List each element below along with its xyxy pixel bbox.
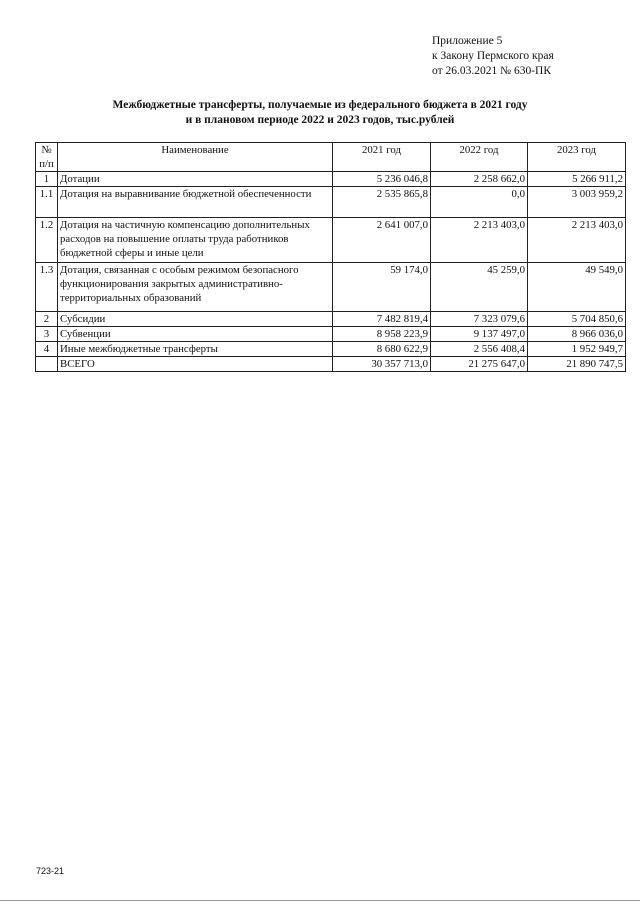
row-number: 1 [36,172,58,187]
row-value-2023: 49 549,0 [528,263,626,312]
header-2023: 2023 год [528,143,626,172]
row-value-2022: 45 259,0 [431,263,528,312]
row-name: Дотация, связанная с особым режимом безопасного функционирования закрытых административно-территориальных образований [58,263,333,312]
row-value-2022: 0,0 [431,187,528,218]
row-value-2021: 30 357 713,0 [333,357,431,372]
row-value-2021: 2 641 007,0 [333,218,431,263]
row-number: 4 [36,342,58,357]
row-value-2021: 7 482 819,4 [333,312,431,327]
row-value-2021: 5 236 046,8 [333,172,431,187]
table-row [36,342,626,357]
row-name: Дотации [58,172,333,187]
header-2021: 2021 год [333,143,431,172]
row-value-2023: 1 952 949,7 [528,342,626,357]
table-row [36,172,626,187]
row-value-2022: 2 258 662,0 [431,172,528,187]
appendix-line-3: от 26.03.2021 № 630-ПК [432,65,552,77]
table-row [36,218,626,263]
row-value-2022: 7 323 079,6 [431,312,528,327]
table-row [36,312,626,327]
row-number: 3 [36,327,58,342]
row-value-2023: 5 266 911,2 [528,172,626,187]
table-header-row [36,143,626,172]
page-edge-line [0,900,640,901]
title-line-1: Межбюджетные трансферты, получаемые из федерального бюджета в 2021 году [112,99,528,111]
table-row [36,263,626,312]
row-value-2022: 2 556 408,4 [431,342,528,357]
document-title [0,98,640,128]
document-code: 723-21 [36,866,65,876]
row-value-2022: 9 137 497,0 [431,327,528,342]
table-total-row [36,357,626,372]
row-name: Дотация на частичную компенсацию дополнительных расходов на повышение оплаты труда работников бюджетной сферы и иные цели [58,218,333,263]
row-number: 1.2 [36,218,58,263]
row-value-2023: 3 003 959,2 [528,187,626,218]
header-name: Наименование [58,143,333,172]
header-number [36,143,58,172]
table-row [36,187,626,218]
row-value-2023: 8 966 036,0 [528,327,626,342]
row-value-2021: 8 958 223,9 [333,327,431,342]
row-name: Субвенции [58,327,333,342]
row-name: Дотация на выравнивание бюджетной обеспеченности [58,187,333,218]
row-number: 1.3 [36,263,58,312]
row-value-2023: 5 704 850,6 [528,312,626,327]
row-value-2021: 2 535 865,8 [333,187,431,218]
row-value-2023: 2 213 403,0 [528,218,626,263]
table-row [36,327,626,342]
header-number-bottom: п/п [39,158,54,170]
row-name: Иные межбюджетные трансферты [58,342,333,357]
row-number: 2 [36,312,58,327]
transfers-table [35,142,626,372]
header-number-top: № [41,144,52,156]
row-value-2021: 8 680 622,9 [333,342,431,357]
row-name: ВСЕГО [58,357,333,372]
row-value-2023: 21 890 747,5 [528,357,626,372]
header-2022: 2022 год [431,143,528,172]
row-value-2021: 59 174,0 [333,263,431,312]
appendix-block [432,34,554,79]
row-name: Субсидии [58,312,333,327]
appendix-line-2: к Закону Пермского края [432,50,554,62]
row-value-2022: 21 275 647,0 [431,357,528,372]
appendix-line-1: Приложение 5 [432,35,503,47]
row-value-2022: 2 213 403,0 [431,218,528,263]
row-number [36,357,58,372]
row-number: 1.1 [36,187,58,218]
title-line-2: и в плановом периоде 2022 и 2023 годов, тыс.рублей [185,114,455,126]
